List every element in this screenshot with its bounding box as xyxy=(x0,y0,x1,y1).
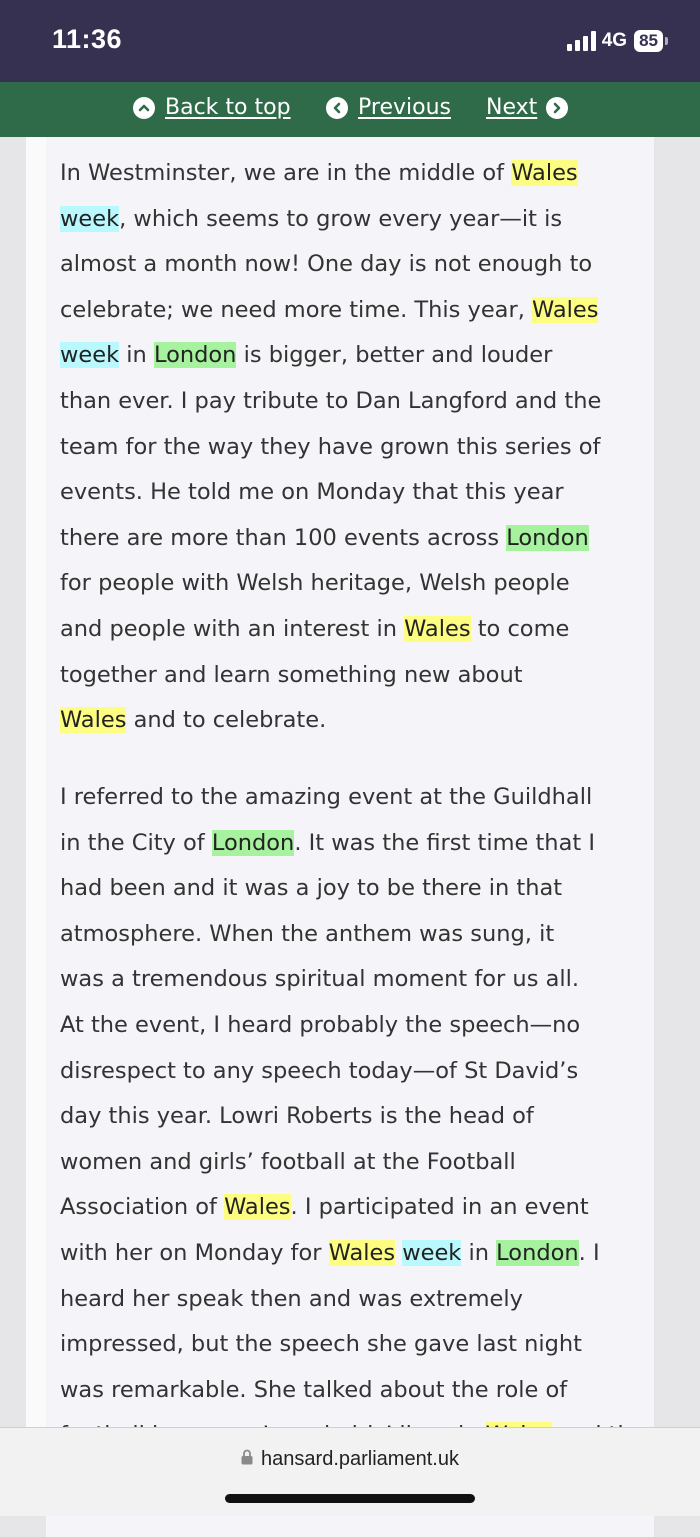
search-highlight: London xyxy=(211,829,295,856)
network-type: 4G xyxy=(601,30,628,51)
chevron-up-icon xyxy=(133,97,155,119)
body-text: women and girls’ football at the Football xyxy=(60,1148,516,1175)
section-navigation xyxy=(0,82,700,137)
back-to-top-label: Back to top xyxy=(165,95,291,120)
body-text: almost a month now! One day is not enough to xyxy=(60,251,593,278)
search-highlight: Wales xyxy=(328,1239,396,1266)
body-text: was a tremendous spiritual moment for us all. xyxy=(60,966,580,993)
previous-label: Previous xyxy=(358,95,451,120)
content-area[interactable] xyxy=(0,137,700,1427)
home-indicator[interactable] xyxy=(225,1494,475,1503)
body-text: I referred to the amazing event at the Guildhall xyxy=(60,784,593,810)
body-text: had been and it was a joy to be there in that xyxy=(60,875,563,902)
search-highlight: Wales xyxy=(511,160,578,186)
body-text: day this year. Lowri Roberts is the head of xyxy=(60,1103,534,1130)
search-highlight: week xyxy=(60,342,120,369)
body-text: together and learn something new about xyxy=(60,661,523,688)
body-text: than ever. I pay tribute to Dan Langford and the xyxy=(60,387,602,414)
body-text: . I xyxy=(578,1239,600,1266)
body-text: . It was the first time that I xyxy=(294,829,595,856)
body-text: . I participated in an event xyxy=(290,1194,589,1221)
body-text: celebrate; we need more time. This year, xyxy=(60,296,533,323)
battery-icon: 85 xyxy=(634,30,663,52)
chevron-right-icon xyxy=(546,97,568,119)
browser-address-bar xyxy=(0,1427,700,1516)
status-indicators xyxy=(567,30,668,52)
search-highlight: Wales xyxy=(404,615,471,642)
body-text: events. He told me on Monday that this year xyxy=(60,479,564,506)
signal-strength-icon xyxy=(567,31,596,51)
body-text: team for the way they have grown this series of xyxy=(60,433,601,460)
body-text: to come xyxy=(470,615,570,642)
paragraph-1 xyxy=(46,151,650,744)
paragraph-2 xyxy=(46,775,650,1459)
back-to-top-link[interactable] xyxy=(133,95,291,120)
body-text: Association of xyxy=(60,1194,225,1221)
next-link[interactable] xyxy=(486,95,568,120)
body-text: and people with an interest in xyxy=(60,615,405,642)
search-highlight: Wales xyxy=(532,296,599,323)
search-highlight: Wales xyxy=(60,707,127,734)
battery-cap xyxy=(665,37,668,45)
body-text: At the event, I heard probably the speech—no xyxy=(60,1011,581,1038)
search-highlight: week xyxy=(60,205,120,232)
body-text: with her on Monday for xyxy=(60,1239,329,1266)
body-text: atmosphere. When the anthem was sung, it xyxy=(60,920,555,947)
page-margin xyxy=(26,137,46,1427)
url-display[interactable] xyxy=(0,1448,700,1471)
status-bar xyxy=(0,0,700,82)
body-text: disrespect to any speech today—of St David’s xyxy=(60,1057,579,1084)
body-text: was remarkable. She talked about the role of xyxy=(60,1376,568,1403)
body-text: impressed, but the speech she gave last night xyxy=(60,1331,582,1358)
body-text: heard her speak then and was extremely xyxy=(60,1285,523,1312)
chevron-left-icon xyxy=(326,97,348,119)
status-time: 11:36 xyxy=(52,24,123,54)
body-text: for people with Welsh heritage, Welsh people xyxy=(60,570,570,597)
search-highlight: week xyxy=(402,1239,462,1266)
search-highlight: London xyxy=(506,524,589,551)
next-label: Next xyxy=(486,95,538,120)
body-text: , which seems to grow every year—it is xyxy=(119,205,563,232)
search-highlight: London xyxy=(153,342,237,369)
debate-contribution xyxy=(46,137,654,1537)
search-highlight: London xyxy=(496,1239,579,1266)
previous-link[interactable] xyxy=(326,95,451,120)
url-text: hansard.parliament.uk xyxy=(261,1448,459,1470)
body-text: there are more than 100 events across xyxy=(60,524,507,551)
body-text: in xyxy=(119,342,154,369)
body-text: in the City of xyxy=(60,829,212,856)
body-text: is bigger, better and louder xyxy=(236,342,553,369)
body-text: In Westminster, we are in the middle of xyxy=(60,160,512,186)
body-text: in xyxy=(461,1239,497,1266)
body-text: and to celebrate. xyxy=(126,707,327,734)
lock-icon xyxy=(241,1448,253,1471)
search-highlight: Wales xyxy=(224,1194,291,1221)
